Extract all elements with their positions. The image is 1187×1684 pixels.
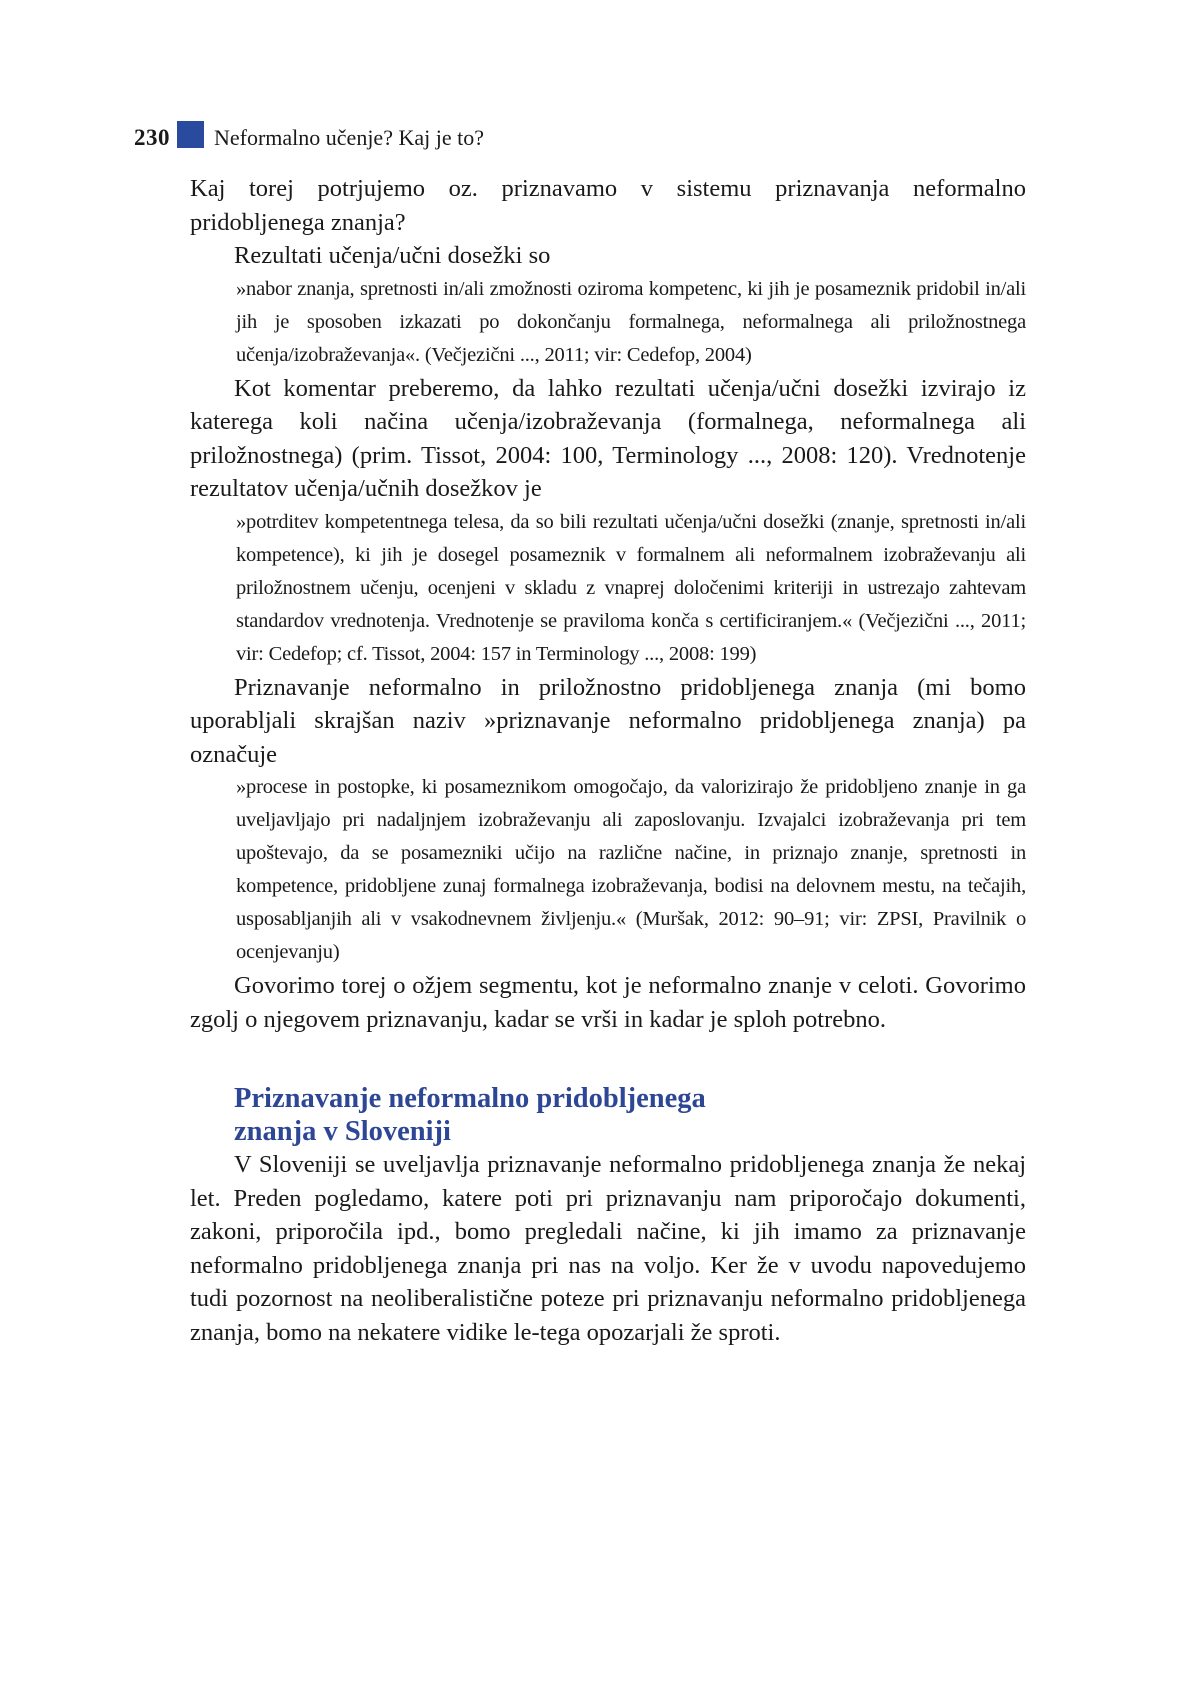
- paragraph-learning-outcomes-intro: Rezultati učenja/učni dosežki so: [234, 242, 551, 269]
- page-body: [190, 172, 1026, 1349]
- section-heading: [234, 1082, 1026, 1148]
- section-heading-line-1: Priznavanje neformalno pridobljenega: [234, 1083, 706, 1114]
- quote-validation: »potrditev kompetentnega telesa, da so bili rezultati učenja/učni dosežki (znanje, spretnosti in/ali kompetence), ki jih je dosegel posameznik v formalnem ali neformalnem izobraževanju ali priložnostnem učenju, ocenjeni v skladu z vnaprej določenimi kriteriji in ustrezajo zahtevam standardov vrednotenja. Vrednotenje se praviloma konča s certificiranjem.« (Večjezični ..., 2011; vir: Cedefop; cf. Tissot, 2004: 157 in Terminology ..., 2008: 199): [236, 510, 1026, 665]
- quote-recognition: »procese in postopke, ki posameznikom omogočajo, da valorizirajo že pridobljeno znanje in ga uveljavljajo pri nadaljnjem izobraževanju ali zaposlovanju. Izvajalci izobraževanja pri tem upoštevajo, da se posamezniki učijo na različne načine, in priznajo znanje, spretnosti in kompetence, pridobljene zunaj formalnega izobraževanja, bodisi na delovnem mestu, na tečajih, usposabljanjih ali v vsakodnevnem življenju.« (Muršak, 2012: 90–91; vir: ZPSI, Pravilnik o ocenjevanju): [236, 776, 1026, 963]
- paragraph-recognition-intro: Priznavanje neformalno in priložnostno pridobljenega znanja (mi bomo uporabljali skrajšan naziv »priznavanje neformalno pridobljenega znanja) pa označuje: [190, 673, 1026, 768]
- page-number: 230: [134, 125, 170, 150]
- paragraph-slovenia: V Sloveniji se uveljavlja priznavanje neformalno pridobljenega znanja že nekaj let. Preden pogledamo, katere poti pri priznavanju nam priporočajo dokumenti, zakoni, priporočila ipd., bomo pregledali načine, ki jih imamo za priznavanje neformalno pridobljenega znanja pri nas na voljo. Ker že v uvodu napovedujemo tudi pozornost na neoliberalistične poteze pri priznavanju neformalno pridobljenega znanja, bomo na nekatere vidike le-tega opozarjali že sproti.: [190, 1151, 1026, 1346]
- paragraph-narrow-segment: Govorimo torej o ožjem segmentu, kot je neformalno znanje v celoti. Govorimo zgolj o njegovem priznavanju, kadar se vrši in kadar je sploh potrebno.: [190, 972, 1026, 1033]
- paragraph-question: Kaj torej potrjujemo oz. priznavamo v sistemu priznavanja neformalno pridobljenega znanja?: [190, 175, 1026, 236]
- header-square-ornament: [177, 121, 204, 148]
- paragraph-commentary: Kot komentar preberemo, da lahko rezultati učenja/učni dosežki izvirajo iz katerega koli načina učenja/izobraževanja (formalnega, neformalnega ali priložnostnega) (prim. Tissot, 2004: 100, Terminology ..., 2008: 120). Vrednotenje rezultatov učenja/učnih dosežkov je: [190, 374, 1026, 502]
- quote-learning-outcomes: »nabor znanja, spretnosti in/ali zmožnosti oziroma kompetenc, ki jih je posameznik pridobil in/ali jih je sposoben izkazati po dokončanju formalnega, neformalnega ali priložnostnega učenja/izobraževanja«. (Večjezični ..., 2011; vir: Cedefop, 2004): [236, 277, 1026, 366]
- running-title: Neformalno učenje? Kaj je to?: [214, 125, 484, 150]
- section-heading-line-2: znanja v Sloveniji: [234, 1116, 451, 1147]
- running-header: [134, 118, 484, 158]
